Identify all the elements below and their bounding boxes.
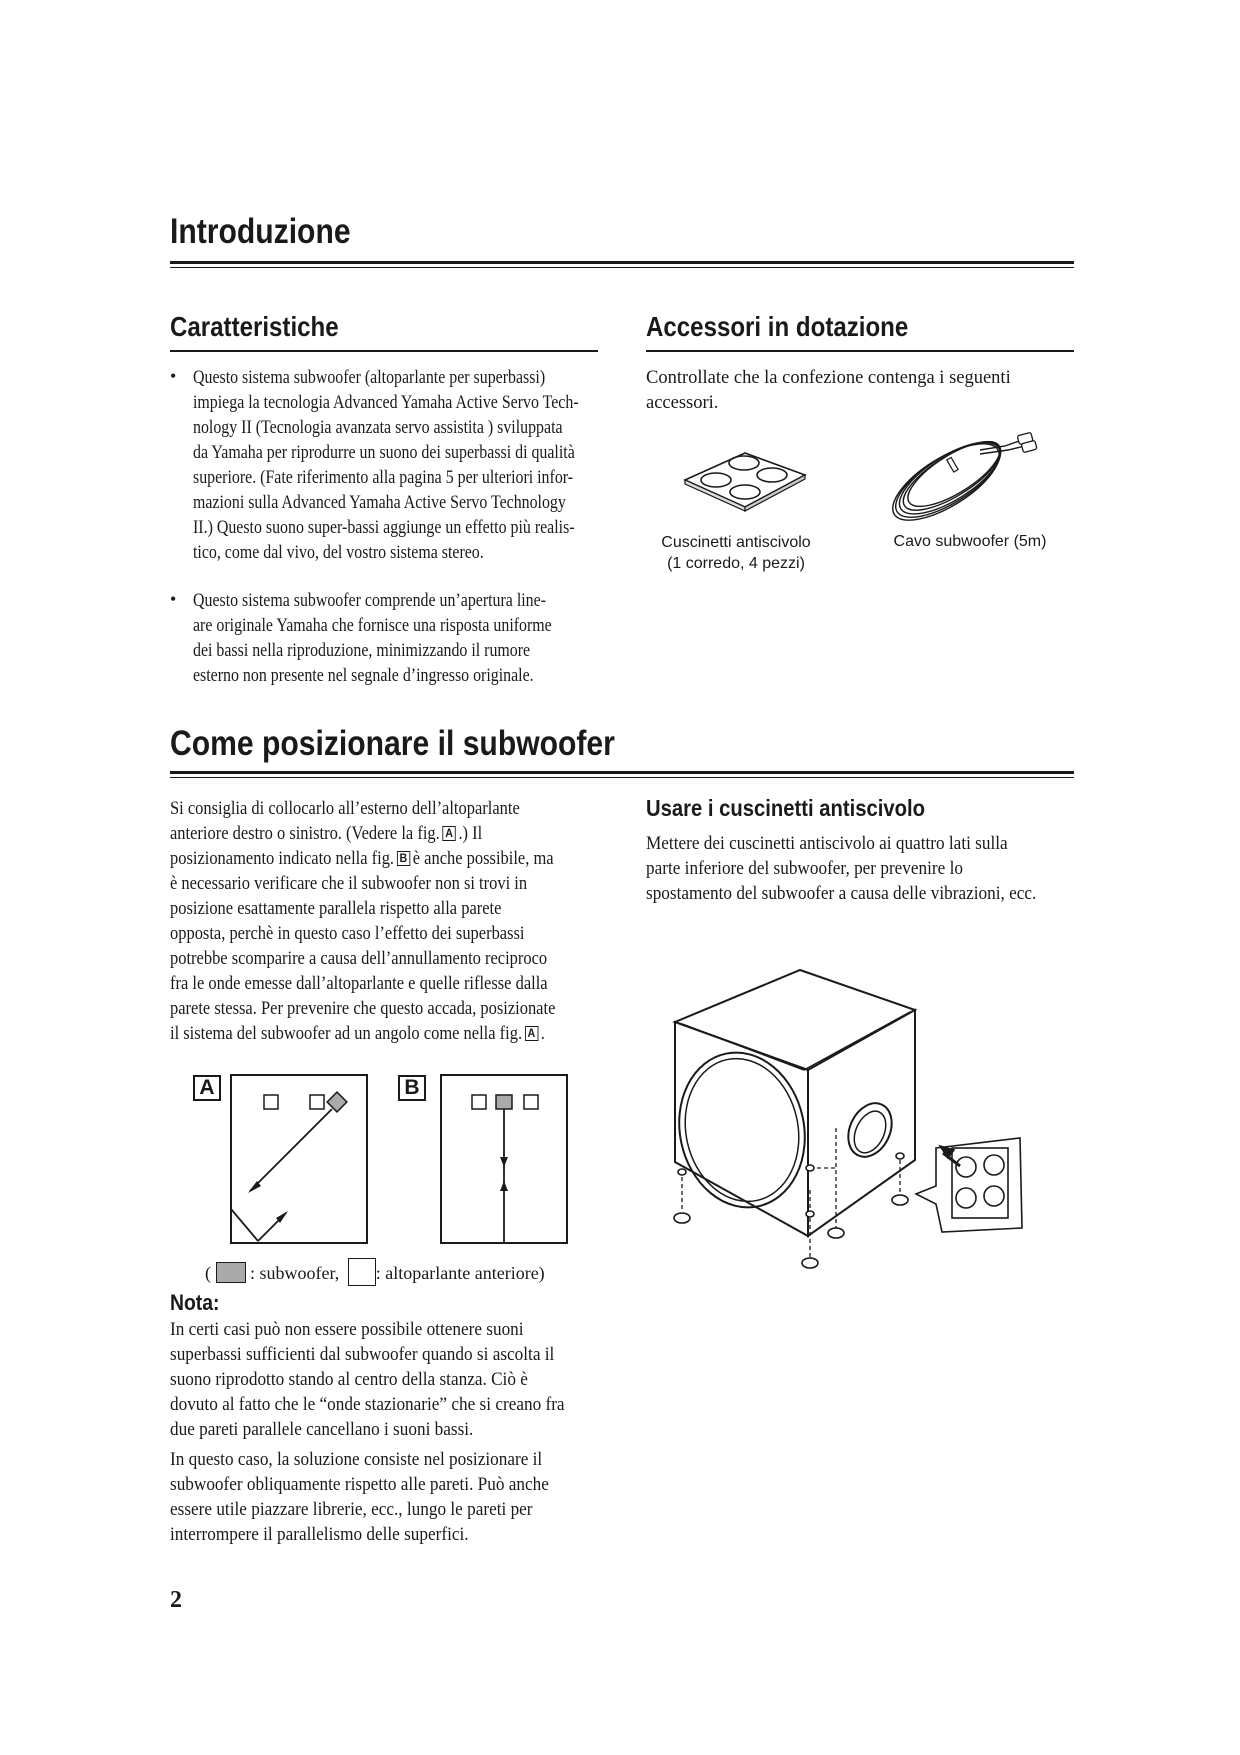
placement-rule-thin [170, 777, 1074, 778]
placement-line-text: posizionamento indicato nella fig. [170, 849, 395, 869]
figure-reference-box: A [525, 1026, 538, 1041]
note-p1-line-1: In certi casi può non essere possibile ottenere suoni [170, 1320, 524, 1340]
placement-line-text: potrebbe scomparire a causa dell’annullamento reciproco [170, 949, 548, 969]
bullet-1-line-5: superiore. (Fate riferimento alla pagina 5 per ulteriori infor- [193, 468, 574, 488]
placement-line-text-after: .) Il [458, 824, 483, 844]
pads-caption [648, 532, 824, 574]
placement-line-7 [170, 947, 547, 972]
placement-line-text: opposta, perchè in questo caso l’effetto dei superbassi [170, 924, 525, 944]
note-p2-line-1: In questo caso, la soluzione consiste nel posizionare il [170, 1450, 543, 1470]
placement-line-8 [170, 972, 548, 997]
pad-rear-left [892, 1195, 908, 1205]
accessories-intro-line-2: accessori. [646, 393, 719, 413]
figure-reference-box: A [442, 826, 455, 841]
note-p1-line-2: superbassi sufficienti dal subwoofer quando si ascolta il [170, 1345, 555, 1365]
figure-a-front-speaker-right [310, 1095, 324, 1109]
placement-line-6 [170, 922, 525, 947]
note-heading: Nota: [170, 1290, 220, 1315]
figure-b-diagram [438, 1073, 590, 1245]
legend-subwoofer-text: : subwoofer, [250, 1263, 340, 1283]
bullet-1-line-4: da Yamaha per riprodurre un suono dei superbassi di qualità [193, 443, 575, 463]
placement-heading: Come posizionare il subwoofer [170, 724, 615, 763]
pads-usage-heading: Usare i cuscinetti antiscivolo [646, 795, 925, 821]
legend-front-speaker-text: : altoparlante anteriore) [375, 1263, 545, 1283]
legend-open-paren: ( [205, 1263, 211, 1283]
placement-line-text: Si consiglia di collocarlo all’esterno dell’altoparlante [170, 799, 520, 819]
note-p2-line-2: subwoofer obliquamente rispetto alle pareti. Può anche [170, 1475, 549, 1495]
placement-line-10 [170, 1022, 545, 1047]
bullet-1-line-6: mazioni sulla Advanced Yamaha Active Servo Technology [193, 493, 566, 513]
placement-line-3 [170, 847, 554, 872]
bullet-2-line-2: are originale Yamaha che fornisce una risposta uniforme [193, 616, 552, 636]
note-p2-line-3: essere utile piazzare librerie, ecc., lungo le pareti per [170, 1500, 533, 1520]
bullet-dot: • [170, 589, 177, 609]
accessories-intro-line-1: Controllate che la confezione contenga i seguenti [646, 368, 1011, 388]
figure-legend [205, 1258, 545, 1286]
cable-caption: Cavo subwoofer (5m) [893, 533, 1047, 550]
placement-line-2 [170, 822, 482, 847]
features-heading-rule [170, 350, 598, 352]
figure-b-subwoofer [496, 1095, 512, 1109]
note-p1-line-4: dovuto al fatto che le “onde stazionarie” che si creano fra [170, 1395, 565, 1415]
placement-line-text: il sistema del subwoofer ad un angolo come nella fig. [170, 1024, 523, 1044]
note-p2-line-4: interrompere il parallelismo delle superfici. [170, 1525, 469, 1545]
figure-a-diagram [228, 1073, 390, 1245]
note-p1-line-3: suono riprodotto stando al centro della stanza. Ciò è [170, 1370, 528, 1390]
accessories-heading: Accessori in dotazione [646, 311, 909, 342]
page-number: 2 [170, 1587, 182, 1613]
placement-line-9 [170, 997, 555, 1022]
bullet-1-line-1: Questo sistema subwoofer (altoparlante per superbassi) [193, 368, 546, 388]
placement-line-1 [170, 797, 520, 822]
page-title: Introduzione [170, 212, 351, 251]
bullet-1-line-2: impiega la tecnologia Advanced Yamaha Active Servo Tech- [193, 393, 579, 413]
bullet-1-line-8: tico, come dal vivo, del vostro sistema stereo. [193, 543, 484, 563]
features-heading: Caratteristiche [170, 311, 339, 342]
pads-usage-line-1: Mettere dei cuscinetti antiscivolo ai quattro lati sulla [646, 834, 1008, 854]
pad-front-right [802, 1258, 818, 1268]
placement-line-text-after: è anche possibile, ma [412, 849, 554, 869]
subwoofer-with-pads-illustration [660, 960, 1040, 1280]
pad-rear-right [828, 1228, 844, 1238]
placement-line-text: parete stessa. Per prevenire che questo accada, posizionate [170, 999, 556, 1019]
title-rule [170, 261, 1074, 264]
figure-a-front-speaker-left [264, 1095, 278, 1109]
bullet-1-line-7: II.) Questo suono super-bassi aggiunge un effetto più realis- [193, 518, 575, 538]
non-slip-pads-illustration [680, 445, 810, 515]
placement-line-text: fra le onde emesse dall’altoparlante e quelle riflesse dalla [170, 974, 548, 994]
pads-usage-line-2: parte inferiore del subwoofer, per prevenire lo [646, 859, 963, 879]
placement-line-4 [170, 872, 527, 897]
pads-caption-line-1: Cuscinetti antiscivolo [661, 534, 811, 551]
pads-caption-line-2: (1 corredo, 4 pezzi) [667, 555, 805, 572]
note-p1-line-5: due pareti parallele cancellano i suoni bassi. [170, 1420, 474, 1440]
legend-front-speaker-swatch [348, 1258, 376, 1286]
placement-line-text: anteriore destro o sinistro. (Vedere la fig. [170, 824, 440, 844]
title-rule-thin [170, 267, 1074, 268]
placement-line-text: posizione esattamente parallela rispetto alla parete [170, 899, 502, 919]
accessories-heading-rule [646, 350, 1074, 352]
pads-usage-line-3: spostamento del subwoofer a causa delle vibrazioni, ecc. [646, 884, 1037, 904]
figure-b-label: B [398, 1075, 426, 1101]
placement-line-text-after: . [540, 1024, 545, 1044]
bullet-2-line-3: dei bassi nella riproduzione, minimizzando il rumore [193, 641, 531, 661]
figure-reference-box: B [397, 851, 410, 866]
bullet-1-line-3: nology II (Tecnologia avanzata servo assistita ) sviluppata [193, 418, 563, 438]
pad-front-left [674, 1213, 690, 1223]
legend-subwoofer-swatch [216, 1262, 246, 1283]
placement-rule [170, 771, 1074, 774]
placement-line-text: è necessario verificare che il subwoofer non si trovi in [170, 874, 528, 894]
figure-b-front-speaker-right [524, 1095, 538, 1109]
placement-line-5 [170, 897, 501, 922]
figure-b-front-speaker-left [472, 1095, 486, 1109]
bullet-2-line-1: Questo sistema subwoofer comprende un’apertura line- [193, 591, 547, 611]
figure-a-label: A [193, 1075, 221, 1101]
bullet-2-line-4: esterno non presente nel segnale d’ingresso originale. [193, 666, 534, 686]
subwoofer-cable-illustration [880, 420, 1040, 530]
bullet-dot: • [170, 366, 177, 386]
